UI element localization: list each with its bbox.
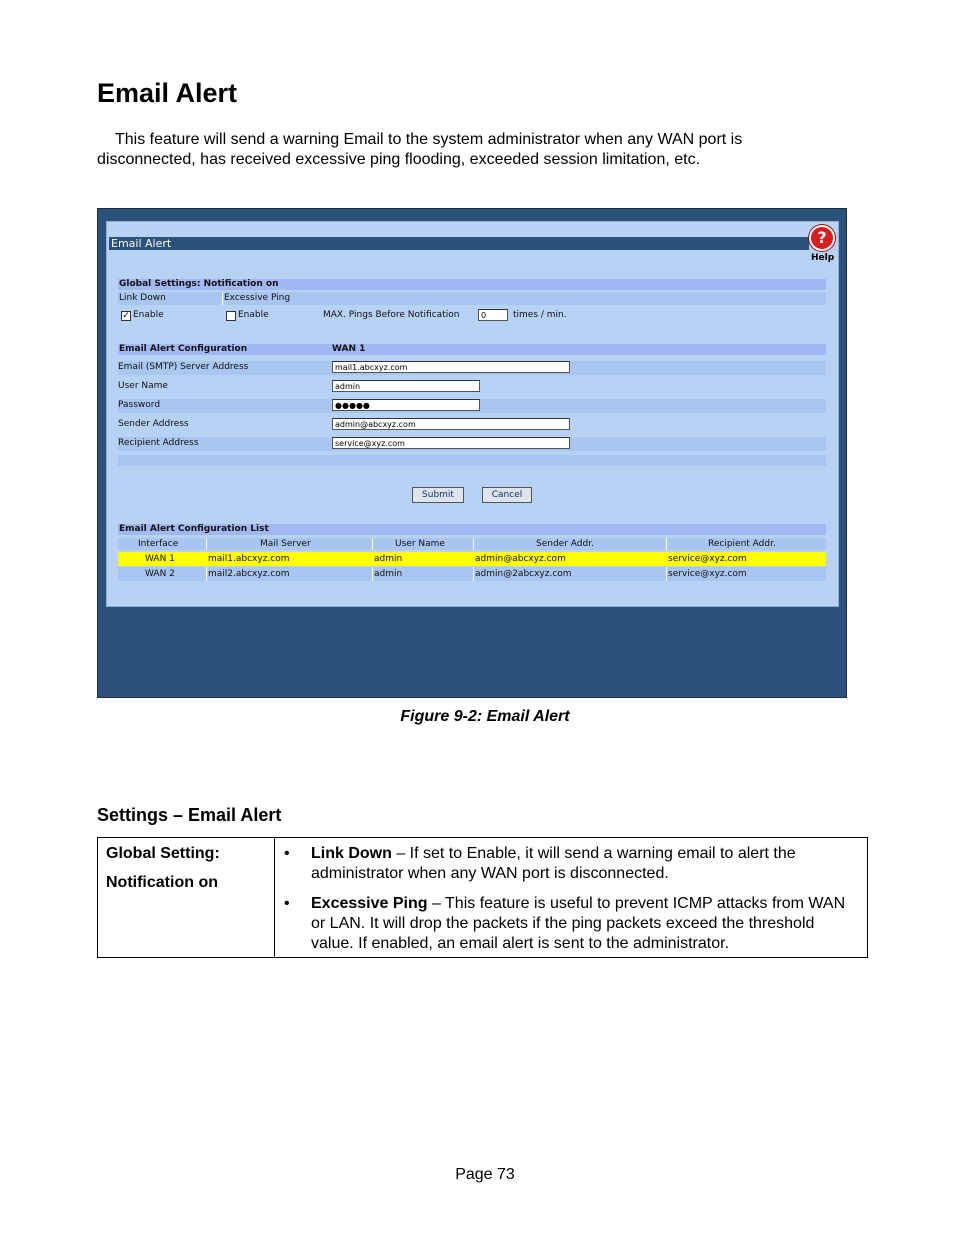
item-term: Link Down [311, 845, 392, 862]
intro-text: This feature will send a warning Email to the system administrator when any WAN port is disconnected, has received excessive ping flooding, exceeded session limitation, etc. [97, 131, 743, 168]
col-sender: Sender Addr. [536, 539, 594, 549]
smtp-input[interactable]: mail1.abcxyz.com [332, 361, 570, 373]
item-text: – If set to Enable, it will send a warning email to alert the administrator when any WAN port is disconnected. [311, 845, 796, 882]
cell-sender: admin@2abcxyz.com [475, 569, 572, 579]
item-text: – This feature is useful to prevent ICMP attacks from WAN or LAN. It will drop the packets if the ping packets exceed the threshold value. If enabled, an email alert is sent to the administrator. [311, 895, 846, 952]
bullet-icon: • [284, 845, 290, 862]
settings-table [97, 837, 868, 958]
link-down-enable-checkbox[interactable]: ✓ [122, 311, 130, 321]
section-heading: Settings – Email Alert [97, 805, 282, 825]
column-divider [372, 538, 373, 550]
term-spacer [106, 864, 266, 873]
term-line-1: Global Setting: [106, 845, 220, 862]
table-row[interactable] [118, 567, 826, 581]
email-config-header [118, 344, 826, 355]
cell-recipient: service@xyz.com [668, 569, 747, 579]
cell-sender: admin@abcxyz.com [475, 554, 566, 564]
global-labels-row [118, 292, 826, 305]
figure-caption: Figure 9-2: Email Alert [400, 708, 570, 725]
column-divider [206, 567, 207, 581]
password-label: Password [118, 400, 161, 410]
intro-paragraph [97, 130, 817, 170]
column-divider [666, 538, 667, 550]
cell-interface: WAN 2 [145, 569, 175, 579]
global-settings-header-text: Global Settings: Notification on [119, 279, 279, 289]
cell-user-name: admin [374, 569, 403, 579]
config-list-columns [118, 538, 826, 550]
window-title: Email Alert [109, 237, 809, 250]
excessive-ping-label: Excessive Ping [224, 293, 291, 303]
col-recipient: Recipient Addr. [708, 539, 776, 549]
page-number: Page 73 [455, 1166, 515, 1183]
cell-mail-server: mail2.abcxyz.com [208, 569, 290, 579]
table-row[interactable] [118, 552, 826, 566]
smtp-label: Email (SMTP) Server Address [118, 362, 249, 372]
col-interface: Interface [138, 539, 179, 549]
list-item [275, 894, 857, 954]
item-term: Excessive Ping [311, 895, 428, 912]
sender-input[interactable]: admin@abcxyz.com [332, 418, 570, 430]
cell-interface: WAN 1 [145, 554, 175, 564]
cell-mail-server: mail1.abcxyz.com [208, 554, 290, 564]
settings-term-cell [98, 838, 275, 957]
term-line-2: Notification on [106, 874, 218, 891]
excessive-ping-enable-checkbox[interactable] [226, 311, 236, 321]
col-mail-server: Mail Server [260, 539, 311, 549]
password-input[interactable]: ●●●●● [332, 399, 480, 411]
cell-recipient: service@xyz.com [668, 554, 747, 564]
wan1-header: WAN 1 [332, 344, 366, 354]
config-list-header-text: Email Alert Configuration List [119, 524, 269, 534]
email-alert-screenshot [97, 208, 847, 698]
max-pings-input[interactable]: 0 [478, 309, 508, 321]
list-item [275, 844, 857, 884]
email-config-header-text: Email Alert Configuration [119, 344, 248, 354]
column-divider [666, 567, 667, 581]
user-name-label: User Name [118, 381, 168, 391]
excessive-ping-enable-label: Enable [238, 310, 269, 320]
page-title: Email Alert [97, 78, 238, 108]
bullet-icon: • [284, 895, 290, 912]
column-divider [473, 538, 474, 550]
config-list-header [118, 524, 826, 535]
cell-user-name: admin [374, 554, 403, 564]
column-divider [372, 567, 373, 581]
column-divider [473, 567, 474, 581]
column-divider [222, 292, 223, 305]
help-label[interactable]: Help [811, 253, 835, 263]
column-divider [206, 538, 207, 550]
col-user-name: User Name [395, 539, 445, 549]
times-per-min-label: times / min. [513, 310, 567, 320]
cancel-button[interactable]: Cancel [482, 487, 532, 503]
submit-button[interactable]: Submit [412, 487, 464, 503]
email-alert-panel [106, 221, 839, 607]
link-down-enable-label: Enable [133, 310, 164, 320]
sender-label: Sender Address [118, 419, 189, 429]
link-down-label: Link Down [119, 293, 166, 303]
global-settings-header [118, 279, 826, 290]
config-footer-row [118, 455, 826, 466]
max-pings-label: MAX. Pings Before Notification [323, 310, 460, 320]
user-name-input[interactable]: admin [332, 380, 480, 392]
settings-description-cell [275, 838, 867, 957]
help-icon[interactable]: ? [809, 225, 835, 251]
recipient-input[interactable]: service@xyz.com [332, 437, 570, 449]
recipient-label: Recipient Address [118, 438, 199, 448]
